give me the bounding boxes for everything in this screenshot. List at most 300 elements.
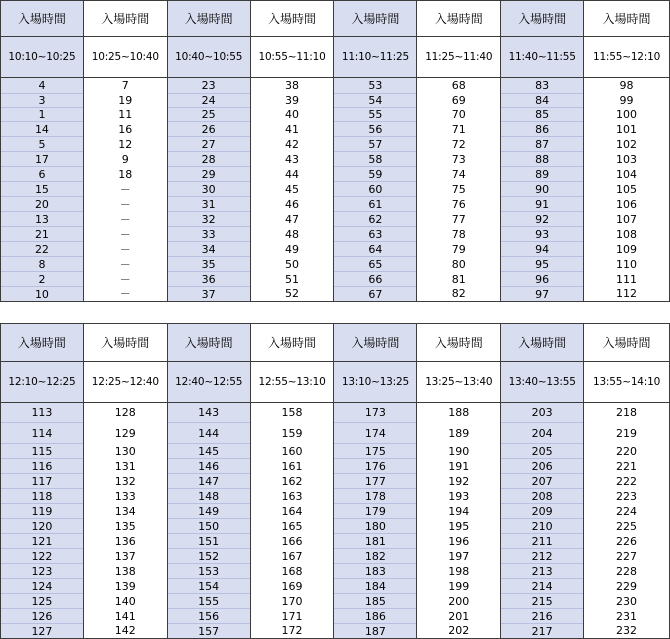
ticket-number-cell: 227 [584, 549, 670, 564]
ticket-number-cell: 187 [334, 624, 417, 639]
ticket-number-cell: 200 [417, 594, 501, 609]
ticket-number-cell: 109 [584, 242, 670, 257]
ticket-number-cell: － [83, 242, 167, 257]
ticket-number-cell: 171 [250, 609, 334, 624]
ticket-number-cell: － [83, 212, 167, 227]
ticket-number-cell: 165 [250, 519, 334, 534]
ticket-number-cell: 128 [83, 403, 167, 423]
ticket-number-cell: 137 [83, 549, 167, 564]
ticket-number-cell: 152 [167, 549, 250, 564]
table-row [1, 257, 670, 272]
ticket-number-cell: 5 [1, 137, 84, 152]
ticket-number-cell: 179 [334, 504, 417, 519]
ticket-number-cell: 169 [250, 579, 334, 594]
ticket-number-cell: 83 [501, 78, 584, 94]
ticket-number-cell: 73 [417, 152, 501, 167]
ticket-number-cell: 59 [334, 167, 417, 182]
time-slot-label: 13:10~13:25 [334, 362, 417, 403]
ticket-number-cell: 182 [334, 549, 417, 564]
ticket-number-cell: 106 [584, 197, 670, 212]
column-header-label: 入場時間 [250, 1, 334, 37]
ticket-number-cell: 146 [167, 459, 250, 474]
ticket-number-cell: 66 [334, 272, 417, 287]
ticket-number-cell: 232 [584, 624, 670, 639]
ticket-number-cell: 210 [501, 519, 584, 534]
column-header-label: 入場時間 [417, 324, 501, 362]
ticket-number-cell: 44 [250, 167, 334, 182]
ticket-number-cell: 177 [334, 474, 417, 489]
ticket-number-cell: 178 [334, 489, 417, 504]
ticket-number-cell: 206 [501, 459, 584, 474]
ticket-number-cell: 113 [1, 403, 84, 423]
ticket-number-cell: 133 [83, 489, 167, 504]
ticket-number-cell: 209 [501, 504, 584, 519]
ticket-number-cell: 149 [167, 504, 250, 519]
ticket-number-cell: 143 [167, 403, 250, 423]
ticket-number-cell: 156 [167, 609, 250, 624]
ticket-number-cell: 131 [83, 459, 167, 474]
table-row [1, 564, 670, 579]
ticket-number-cell: 150 [167, 519, 250, 534]
column-header-label: 入場時間 [584, 324, 670, 362]
ticket-number-cell: 223 [584, 489, 670, 504]
ticket-number-cell: 107 [584, 212, 670, 227]
ticket-number-cell: 221 [584, 459, 670, 474]
ticket-number-cell: 30 [167, 182, 250, 197]
time-slot-label: 13:55~14:10 [584, 362, 670, 403]
ticket-number-cell: 184 [334, 579, 417, 594]
ticket-number-cell: 96 [501, 272, 584, 287]
ticket-number-cell: 100 [584, 108, 670, 122]
ticket-number-cell: 34 [167, 242, 250, 257]
column-header-label: 入場時間 [167, 1, 250, 37]
column-header-label: 入場時間 [417, 1, 501, 37]
ticket-number-cell: 52 [250, 287, 334, 302]
time-slot-label: 12:25~12:40 [83, 362, 167, 403]
ticket-number-cell: 79 [417, 242, 501, 257]
ticket-number-cell: 43 [250, 152, 334, 167]
ticket-number-cell: 118 [1, 489, 84, 504]
ticket-number-cell: 192 [417, 474, 501, 489]
ticket-number-cell: 58 [334, 152, 417, 167]
ticket-number-cell: 201 [417, 609, 501, 624]
table-row [1, 108, 670, 122]
time-slot-label: 12:55~13:10 [250, 362, 334, 403]
table-gap [0, 306, 670, 323]
ticket-number-cell: － [83, 197, 167, 212]
ticket-number-cell: 78 [417, 227, 501, 242]
ticket-number-cell: 230 [584, 594, 670, 609]
ticket-number-cell: 102 [584, 137, 670, 152]
ticket-number-cell: 142 [83, 624, 167, 639]
ticket-number-cell: 39 [250, 94, 334, 108]
ticket-number-cell: 36 [167, 272, 250, 287]
ticket-number-cell: 188 [417, 403, 501, 423]
ticket-number-cell: 31 [167, 197, 250, 212]
ticket-number-cell: 191 [417, 459, 501, 474]
column-header-label: 入場時間 [1, 1, 84, 37]
ticket-number-cell: 126 [1, 609, 84, 624]
ticket-number-cell: 85 [501, 108, 584, 122]
ticket-number-cell: 40 [250, 108, 334, 122]
ticket-number-cell: 77 [417, 212, 501, 227]
table-row [1, 459, 670, 474]
ticket-number-cell: 222 [584, 474, 670, 489]
ticket-number-cell: 172 [250, 624, 334, 639]
ticket-number-cell: 63 [334, 227, 417, 242]
table-row [1, 474, 670, 489]
ticket-number-cell: 231 [584, 609, 670, 624]
time-slot-label: 13:25~13:40 [417, 362, 501, 403]
table-row [1, 594, 670, 609]
time-slot-label: 11:40~11:55 [501, 37, 584, 78]
ticket-number-cell: 33 [167, 227, 250, 242]
ticket-number-cell: 160 [250, 444, 334, 459]
ticket-number-cell: 32 [167, 212, 250, 227]
ticket-number-cell: 64 [334, 242, 417, 257]
ticket-number-cell: 111 [584, 272, 670, 287]
table-row [1, 272, 670, 287]
time-slot-label: 11:25~11:40 [417, 37, 501, 78]
ticket-number-cell: － [83, 227, 167, 242]
ticket-number-cell: 199 [417, 579, 501, 594]
table-row [1, 94, 670, 108]
ticket-number-cell: 204 [501, 423, 584, 444]
ticket-number-cell: 217 [501, 624, 584, 639]
ticket-number-cell: 72 [417, 137, 501, 152]
ticket-number-cell: 65 [334, 257, 417, 272]
ticket-number-cell: 74 [417, 167, 501, 182]
ticket-number-cell: 86 [501, 122, 584, 137]
ticket-number-cell: 153 [167, 564, 250, 579]
ticket-number-cell: 170 [250, 594, 334, 609]
column-header-label: 入場時間 [334, 1, 417, 37]
ticket-number-cell: 81 [417, 272, 501, 287]
ticket-number-cell: 119 [1, 504, 84, 519]
ticket-number-cell: 15 [1, 182, 84, 197]
ticket-number-cell: － [83, 257, 167, 272]
ticket-number-cell: 163 [250, 489, 334, 504]
ticket-number-cell: 183 [334, 564, 417, 579]
ticket-number-cell: － [83, 287, 167, 302]
table-row [1, 444, 670, 459]
ticket-number-cell: 37 [167, 287, 250, 302]
ticket-number-cell: 130 [83, 444, 167, 459]
table-row [1, 519, 670, 534]
ticket-number-cell: 161 [250, 459, 334, 474]
ticket-number-cell: 145 [167, 444, 250, 459]
table-row [1, 489, 670, 504]
ticket-number-cell: 121 [1, 534, 84, 549]
column-header-label: 入場時間 [501, 1, 584, 37]
ticket-number-cell: 108 [584, 227, 670, 242]
ticket-number-cell: 211 [501, 534, 584, 549]
column-header-label: 入場時間 [1, 324, 84, 362]
ticket-number-cell: 53 [334, 78, 417, 94]
ticket-number-cell: 194 [417, 504, 501, 519]
ticket-number-cell: 175 [334, 444, 417, 459]
ticket-number-cell: 49 [250, 242, 334, 257]
ticket-number-cell: 68 [417, 78, 501, 94]
ticket-number-cell: 159 [250, 423, 334, 444]
ticket-number-cell: 41 [250, 122, 334, 137]
column-header-label: 入場時間 [83, 324, 167, 362]
ticket-number-cell: 76 [417, 197, 501, 212]
ticket-number-cell: 141 [83, 609, 167, 624]
ticket-number-cell: 208 [501, 489, 584, 504]
ticket-number-cell: 124 [1, 579, 84, 594]
ticket-number-cell: 26 [167, 122, 250, 137]
ticket-number-cell: 48 [250, 227, 334, 242]
ticket-number-cell: 114 [1, 423, 84, 444]
ticket-number-cell: 16 [83, 122, 167, 137]
ticket-number-cell: 82 [417, 287, 501, 302]
table-row [1, 197, 670, 212]
ticket-number-cell: 22 [1, 242, 84, 257]
ticket-number-cell: 134 [83, 504, 167, 519]
ticket-number-cell: 140 [83, 594, 167, 609]
ticket-number-cell: 54 [334, 94, 417, 108]
ticket-number-cell: 104 [584, 167, 670, 182]
ticket-number-cell: 228 [584, 564, 670, 579]
table-row [1, 579, 670, 594]
ticket-number-cell: 46 [250, 197, 334, 212]
ticket-number-cell: 166 [250, 534, 334, 549]
ticket-number-cell: 62 [334, 212, 417, 227]
ticket-number-cell: 226 [584, 534, 670, 549]
ticket-number-cell: 14 [1, 122, 84, 137]
table-row [1, 227, 670, 242]
time-slot-label: 10:40~10:55 [167, 37, 250, 78]
ticket-number-cell: 101 [584, 122, 670, 137]
ticket-number-cell: 56 [334, 122, 417, 137]
time-slot-label: 12:10~12:25 [1, 362, 84, 403]
ticket-number-cell: 12 [83, 137, 167, 152]
ticket-number-cell: 84 [501, 94, 584, 108]
ticket-number-cell: 189 [417, 423, 501, 444]
ticket-number-cell: 225 [584, 519, 670, 534]
table-row [1, 152, 670, 167]
ticket-number-cell: 17 [1, 152, 84, 167]
ticket-number-cell: 218 [584, 403, 670, 423]
ticket-number-cell: 10 [1, 287, 84, 302]
ticket-number-cell: 129 [83, 423, 167, 444]
ticket-number-cell: 80 [417, 257, 501, 272]
ticket-number-cell: 174 [334, 423, 417, 444]
time-slot-label: 10:25~10:40 [83, 37, 167, 78]
ticket-number-cell: 92 [501, 212, 584, 227]
ticket-number-cell: 151 [167, 534, 250, 549]
ticket-number-cell: 185 [334, 594, 417, 609]
ticket-number-cell: 220 [584, 444, 670, 459]
ticket-number-cell: 29 [167, 167, 250, 182]
ticket-number-cell: 155 [167, 594, 250, 609]
ticket-number-cell: 136 [83, 534, 167, 549]
ticket-number-cell: 91 [501, 197, 584, 212]
ticket-number-cell: 61 [334, 197, 417, 212]
ticket-number-cell: 38 [250, 78, 334, 94]
ticket-number-cell: 98 [584, 78, 670, 94]
table-row [1, 624, 670, 639]
ticket-number-cell: 214 [501, 579, 584, 594]
ticket-number-cell: 93 [501, 227, 584, 242]
ticket-number-cell: 212 [501, 549, 584, 564]
ticket-number-cell: 123 [1, 564, 84, 579]
ticket-number-cell: 67 [334, 287, 417, 302]
ticket-number-cell: 224 [584, 504, 670, 519]
ticket-number-cell: 168 [250, 564, 334, 579]
ticket-number-cell: 47 [250, 212, 334, 227]
ticket-number-cell: 90 [501, 182, 584, 197]
ticket-number-cell: 158 [250, 403, 334, 423]
ticket-number-cell: 116 [1, 459, 84, 474]
ticket-number-cell: 144 [167, 423, 250, 444]
ticket-number-cell: 132 [83, 474, 167, 489]
ticket-number-cell: 8 [1, 257, 84, 272]
time-slot-label: 11:55~12:10 [584, 37, 670, 78]
ticket-number-cell: 112 [584, 287, 670, 302]
table-row [1, 137, 670, 152]
column-header-label: 入場時間 [584, 1, 670, 37]
ticket-number-cell: 193 [417, 489, 501, 504]
ticket-number-cell: 229 [584, 579, 670, 594]
ticket-number-cell: 202 [417, 624, 501, 639]
schedule-table-morning [0, 0, 670, 302]
ticket-number-cell: 125 [1, 594, 84, 609]
ticket-number-cell: 115 [1, 444, 84, 459]
ticket-number-cell: 197 [417, 549, 501, 564]
ticket-number-cell: 215 [501, 594, 584, 609]
ticket-number-cell: 139 [83, 579, 167, 594]
table-row [1, 423, 670, 444]
ticket-number-cell: 60 [334, 182, 417, 197]
ticket-number-cell: 7 [83, 78, 167, 94]
ticket-number-cell: 18 [83, 167, 167, 182]
ticket-number-cell: 181 [334, 534, 417, 549]
ticket-number-cell: 127 [1, 624, 84, 639]
ticket-number-cell: 148 [167, 489, 250, 504]
ticket-number-cell: 23 [167, 78, 250, 94]
ticket-number-cell: 203 [501, 403, 584, 423]
ticket-number-cell: 105 [584, 182, 670, 197]
ticket-number-cell: 9 [83, 152, 167, 167]
ticket-number-cell: 69 [417, 94, 501, 108]
table-row [1, 534, 670, 549]
table-row [1, 287, 670, 302]
ticket-number-cell: 95 [501, 257, 584, 272]
table-row [1, 242, 670, 257]
ticket-number-cell: 216 [501, 609, 584, 624]
ticket-number-cell: 11 [83, 108, 167, 122]
table-row [1, 78, 670, 94]
table-row [1, 549, 670, 564]
ticket-number-cell: 117 [1, 474, 84, 489]
ticket-number-cell: 135 [83, 519, 167, 534]
ticket-number-cell: 19 [83, 94, 167, 108]
column-header-label: 入場時間 [334, 324, 417, 362]
ticket-number-cell: 157 [167, 624, 250, 639]
ticket-number-cell: 138 [83, 564, 167, 579]
column-header-label: 入場時間 [250, 324, 334, 362]
table-row [1, 609, 670, 624]
column-header-label: 入場時間 [83, 1, 167, 37]
ticket-number-cell: 176 [334, 459, 417, 474]
table-row [1, 167, 670, 182]
ticket-number-cell: 99 [584, 94, 670, 108]
table-row [1, 504, 670, 519]
ticket-number-cell: 207 [501, 474, 584, 489]
ticket-number-cell: 25 [167, 108, 250, 122]
ticket-number-cell: 180 [334, 519, 417, 534]
table-row [1, 182, 670, 197]
ticket-number-cell: 120 [1, 519, 84, 534]
ticket-number-cell: 13 [1, 212, 84, 227]
ticket-number-cell: 87 [501, 137, 584, 152]
ticket-number-cell: － [83, 182, 167, 197]
column-header-label: 入場時間 [501, 324, 584, 362]
ticket-number-cell: 94 [501, 242, 584, 257]
ticket-number-cell: 164 [250, 504, 334, 519]
ticket-number-cell: 173 [334, 403, 417, 423]
time-slot-label: 11:10~11:25 [334, 37, 417, 78]
ticket-number-cell: 71 [417, 122, 501, 137]
time-slot-label: 10:10~10:25 [1, 37, 84, 78]
ticket-number-cell: 196 [417, 534, 501, 549]
ticket-number-cell: 205 [501, 444, 584, 459]
ticket-number-cell: 57 [334, 137, 417, 152]
ticket-number-cell: 195 [417, 519, 501, 534]
table-row [1, 122, 670, 137]
ticket-number-cell: 122 [1, 549, 84, 564]
schedule-table-afternoon [0, 323, 670, 639]
ticket-number-cell: 20 [1, 197, 84, 212]
ticket-number-cell: 50 [250, 257, 334, 272]
ticket-number-cell: 3 [1, 94, 84, 108]
ticket-number-cell: 35 [167, 257, 250, 272]
ticket-number-cell: 88 [501, 152, 584, 167]
ticket-number-cell: 21 [1, 227, 84, 242]
ticket-number-cell: 89 [501, 167, 584, 182]
ticket-number-cell: 45 [250, 182, 334, 197]
ticket-number-cell: 6 [1, 167, 84, 182]
ticket-number-cell: 27 [167, 137, 250, 152]
ticket-number-cell: 167 [250, 549, 334, 564]
ticket-number-cell: 75 [417, 182, 501, 197]
ticket-number-cell: 70 [417, 108, 501, 122]
ticket-number-cell: 2 [1, 272, 84, 287]
ticket-number-cell: 186 [334, 609, 417, 624]
ticket-number-cell: 28 [167, 152, 250, 167]
ticket-number-cell: 213 [501, 564, 584, 579]
ticket-number-cell: 4 [1, 78, 84, 94]
ticket-number-cell: 55 [334, 108, 417, 122]
ticket-number-cell: 42 [250, 137, 334, 152]
ticket-number-cell: 147 [167, 474, 250, 489]
ticket-number-cell: 1 [1, 108, 84, 122]
table-row [1, 212, 670, 227]
time-slot-label: 12:40~12:55 [167, 362, 250, 403]
ticket-number-cell: － [83, 272, 167, 287]
ticket-number-cell: 198 [417, 564, 501, 579]
time-slot-label: 13:40~13:55 [501, 362, 584, 403]
ticket-number-cell: 51 [250, 272, 334, 287]
ticket-number-cell: 110 [584, 257, 670, 272]
ticket-number-cell: 190 [417, 444, 501, 459]
table-row [1, 403, 670, 423]
ticket-number-cell: 24 [167, 94, 250, 108]
ticket-number-cell: 154 [167, 579, 250, 594]
ticket-number-cell: 219 [584, 423, 670, 444]
